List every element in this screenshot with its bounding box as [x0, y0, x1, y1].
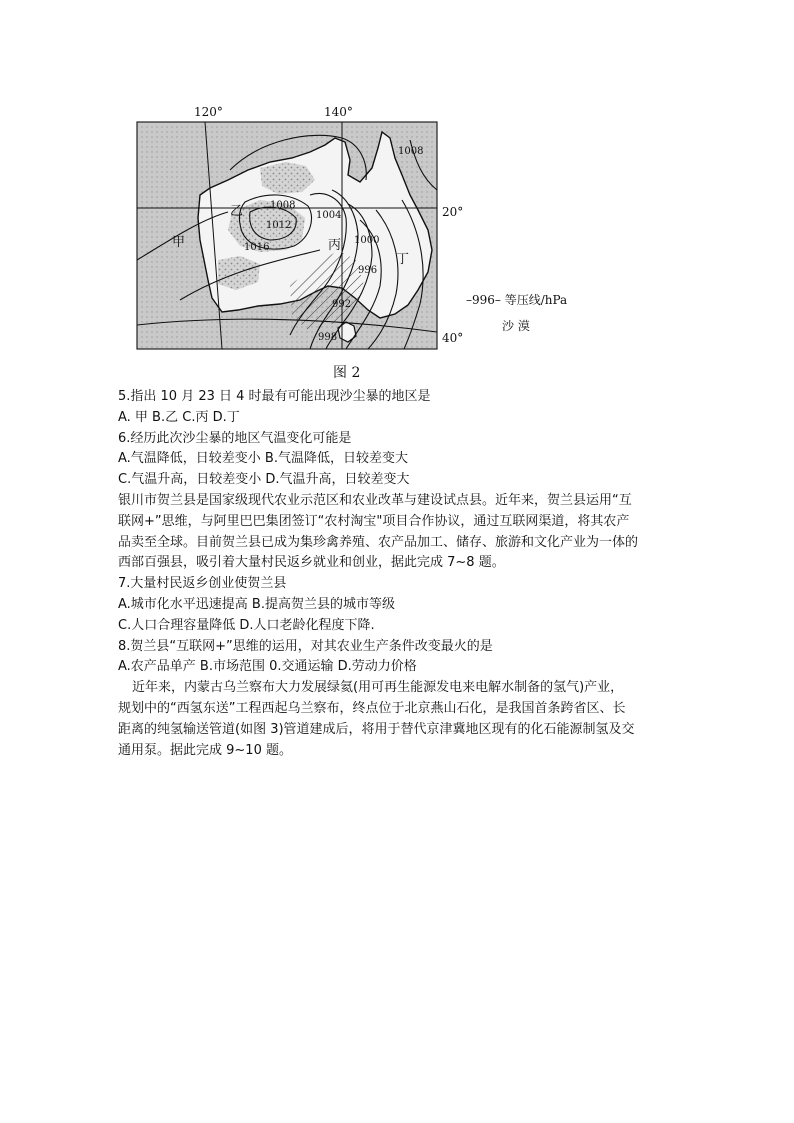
- region-label-bing: 丙: [328, 238, 342, 253]
- isobar-value: 992: [332, 299, 352, 310]
- passage-line: 银川市贺兰县是国家级现代农业示范区和农业改革与建设试点县。近年来，贺兰县运用“互: [118, 492, 632, 508]
- isobar-value: 1004: [316, 210, 342, 221]
- question-6-options: C.气温升高，日较差变小 D.气温升高，日较差变大: [118, 472, 410, 488]
- passage-line: 规划中的“西氢东送”工程西起乌兰察布，终点位于北京燕山石化，是我国首条跨省区、长: [118, 700, 626, 716]
- passage-line: 近年来，内蒙古乌兰察布大力发展绿氦(用可再生能源发电来电解水制备的氢气)产业，: [132, 680, 624, 696]
- lon-label-140: 140°: [324, 105, 353, 119]
- passage-line: 通用泵。据此完成 9~10 题。: [118, 742, 292, 758]
- question-block: [118, 387, 678, 761]
- passage-line: 西部百强县，吸引着大量村民返乡就业和创业，据此完成 7~8 题。: [118, 555, 505, 571]
- question-7-options: C.人口合理容量降低 D.人口老龄化程度下降.: [118, 617, 375, 633]
- question-6-options: A.气温降低，日较差变小 B.气温降低，日较差变大: [118, 451, 408, 467]
- question-5-options: A. 甲 B.乙 C.丙 D.丁: [118, 409, 240, 425]
- question-5: 5.指出 10 月 23 日 4 时最有可能出现沙尘暴的地区是: [118, 389, 431, 404]
- region-label-yi: 乙: [230, 204, 244, 219]
- passage-line: 品卖至全球。目前贺兰县已成为集珍禽养殖、农产品加工、储存、旅游和文化产业为一体的: [118, 534, 639, 550]
- figure-caption: 图 2: [333, 365, 361, 381]
- isobar-value: 996: [358, 265, 378, 276]
- legend-desert: 沙 漠: [502, 319, 530, 333]
- question-6: 6.经历此次沙尘暴的地区气温变化可能是: [118, 430, 352, 446]
- passage-line: 距离的纯氢输送管道(如图 3)管道建成后，将用于替代京津冀地区现有的化石能源制氢及交: [118, 721, 635, 737]
- lat-label-40: 40°: [442, 331, 464, 345]
- isobar-map-figure: [110, 100, 580, 385]
- isobar-value: 1008: [398, 146, 424, 157]
- question-8: 8.贺兰县“互联网+”思维的运用，对其农业生产条件改变最火的是: [118, 638, 493, 654]
- region-label-jia: 甲: [172, 235, 186, 250]
- passage-line: 联网+”思维，与阿里巴巴集团签订“农村淘宝"项目合作协议，通过互联网渠道，将其农产: [118, 513, 630, 529]
- isobar-value: 1000: [354, 235, 380, 246]
- region-label-ding: 丁: [396, 252, 410, 267]
- isobar-value: 1016: [244, 242, 270, 253]
- isobar-value: 998: [318, 332, 338, 343]
- question-7: 7.大量村民返乡创业使贺兰县: [118, 576, 287, 592]
- question-7-options: A.城市化水平迅速提高 B.提高贺兰县的城市等级: [118, 596, 395, 612]
- isobar-value: 1012: [266, 220, 292, 231]
- question-8-options: A.农产品单产 B.市场范围 0.交通运输 D.劳动力价格: [118, 659, 417, 675]
- legend-isobar: –996– 等压线/hPa: [466, 293, 568, 307]
- lat-label-20: 20°: [442, 205, 464, 219]
- isobar-value: 1008: [270, 200, 296, 211]
- lon-label-120: 120°: [194, 105, 223, 119]
